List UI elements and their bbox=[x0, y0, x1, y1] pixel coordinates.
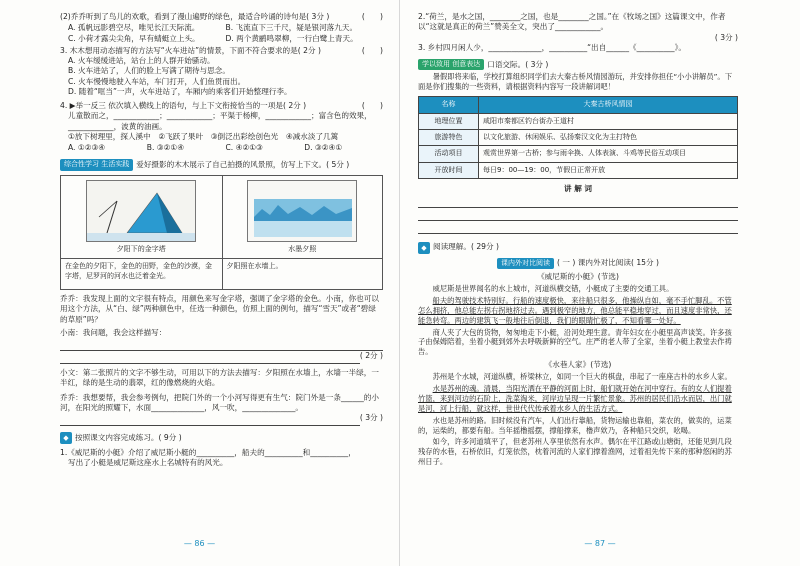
passage-paragraph: 船夫的驾驶技术特别好。行船的速度极快，来往船只很多，他操纵自如，毫不手忙脚乱。不管怎么拥挤，他总能左拐右拐地挤过去。遇到极窄的地方，他总能平稳地穿过，而且速度非常快，还能急转弯。两边的建筑飞一般地往后倒退，我们的眼睛忙极了，不知看哪一处好。 bbox=[418, 296, 732, 325]
passage-paragraph: 水是苏州的魂。清晨，当阳光洒在平静的河面上时，船们就开始在河中穿行。有的女人们提着竹篮，来到河边的石阶上，洗菜淘米，河岸边呈现一片繁忙景象。苏州的居民们沿水而居，出门就是河，河上行船，就这样，世世代代传承着水乡人的生活方式。 bbox=[418, 384, 732, 413]
section-title: 按照课文内容完成练习。( 9分 ) bbox=[75, 433, 182, 442]
page-number: — 87 — bbox=[584, 539, 616, 549]
waterfront-photo bbox=[247, 180, 357, 242]
table-value: 以文化旅游、休闲娱乐、弘扬秦汉文化为主打特色 bbox=[479, 130, 738, 146]
left-q2-options bbox=[68, 23, 383, 44]
section-tag: 学以致用 创意表达 bbox=[418, 59, 484, 70]
section-header bbox=[418, 242, 738, 254]
left-q3-stem: 3. 木木想用动态描写的方法写“火车进站”的情景，下面不符合要求的是( 2分 ) bbox=[60, 45, 321, 55]
photo-text: 在金色的夕阳下，金色的田野，金色的沙漠，金字塔，尼罗河的河水也泛着金光。 bbox=[65, 262, 212, 280]
option[interactable]: C. ④②①③ bbox=[225, 143, 263, 152]
option[interactable]: D. 随着“哐当”一声，火车进站了，车厢内的乘客们开始整理行李。 bbox=[68, 86, 292, 96]
section-header bbox=[60, 432, 383, 444]
photo-column bbox=[222, 176, 383, 258]
section-tag: 课内外对比阅读 bbox=[497, 258, 554, 269]
photo-caption: 夕阳下的金字塔 bbox=[116, 244, 166, 253]
section-number-icon: ◆ bbox=[60, 432, 72, 444]
option[interactable]: A. 火车缓缓进站，站台上的人群开始骚动。 bbox=[68, 56, 215, 65]
photo-text: 夕阳照在水墙上。 bbox=[222, 259, 383, 289]
table-key: 地理位置 bbox=[419, 113, 479, 129]
left-q2-stem: (2)乔乔听到了鸟儿的欢歌，看到了漫山遍野的绿色，最适合吟诵的诗句是( 3分 ) bbox=[60, 12, 330, 21]
table-row bbox=[419, 113, 738, 129]
table-key: 旅游特色 bbox=[419, 130, 479, 146]
reading-subtitle: ( 一 ) 课内外对比阅读( 15分 ) bbox=[557, 258, 659, 268]
oral-instruction: 暑假即将来临，学校打算组织同学们去大秦古桥风情园游玩，并安排你担任“小小讲解员”。下面是你们搜集的一些资料，请根据资料内容写一段讲解词吧！ bbox=[418, 72, 733, 92]
section-tag: 综合性学习 生活实践 bbox=[60, 159, 133, 170]
option[interactable]: C. 小荷才露尖尖角，早有蜻蜓立上头。 bbox=[68, 33, 200, 43]
option[interactable]: B. 火车进站了，人们的脸上写满了期待与思念。 bbox=[68, 66, 230, 76]
passage-paragraph: 苏州是个水城，河道纵横，桥梁林立，如同一个巨大的棋盘，串起了一座座古朴的水乡人家。 bbox=[432, 372, 732, 382]
answer-line[interactable] bbox=[418, 223, 738, 234]
section-instruction: 爱好摄影的木木展示了自己拍摄的风景照，仿写上下文。( 5分 ) bbox=[136, 159, 350, 169]
passage-paragraph: 水也是苏州的路。旧时候没有汽车，人们出行靠船，货物运输也靠船，菜农的，做卖的，运菜的，运柴的，都要有船。当年摇橹摇摆，撑船撑来，橹声欸乃，各种船只交织，吆喝。 bbox=[418, 415, 732, 435]
section-header bbox=[60, 159, 383, 170]
option[interactable]: A. 孤帆远影碧空尽，唯见长江天际流。 bbox=[68, 23, 200, 33]
table-row bbox=[419, 162, 738, 178]
section-title: 阅读理解。( 29分 ) bbox=[433, 242, 499, 252]
passage-title: 《水巷人家》(节选) bbox=[544, 360, 612, 370]
section-number-icon: ◆ bbox=[418, 242, 430, 254]
left-q4-stem: 4. ▶举一反三 依次填入横线上的语句，与上下文衔接恰当的一项是( 2分 ) bbox=[60, 101, 307, 110]
left-q3-options bbox=[60, 56, 383, 97]
right-q2: 2.“荷兰，是水之国，________之国，也是________之国。”在《牧场之国》这篇课文中，作者以“这就是真正的荷兰”赞美全文，突出了____________。 bbox=[418, 12, 726, 32]
table-header-cell: 名称 bbox=[419, 97, 479, 113]
table-key: 活动项目 bbox=[419, 146, 479, 162]
answer-line-row bbox=[60, 351, 383, 364]
answer-line[interactable] bbox=[418, 197, 738, 208]
answer-bracket[interactable]: ( ) bbox=[361, 45, 383, 55]
passage-title: 《威尼斯的小艇》(节选) bbox=[537, 272, 619, 281]
photo-text-row bbox=[60, 259, 383, 290]
passage-paragraph: 商人夹了大包的货物，匆匆地走下小艇，沿河处理生意。青年妇女在小艇里高声谈笑。许多孩子由保姆陪着，坐着小艇到郊外去呼吸新鲜的空气。庄严的老人带了全家，坐着小艇上教堂去作祷告。 bbox=[418, 327, 732, 357]
photo-caption: 水墨夕照 bbox=[288, 244, 317, 253]
section-title: 口语交际。( 3分 ) bbox=[487, 59, 549, 69]
answer-bracket[interactable]: ( ) bbox=[361, 101, 383, 110]
score-label: ( 3分 ) bbox=[359, 413, 383, 423]
nan-answer-row bbox=[60, 328, 383, 338]
left-q4-items: ①放下树理里，探人溪中 ②飞跃了果叶 ③倒泛出彩绘创色光 ④减水淡了几篱 bbox=[68, 131, 339, 141]
table-header-row bbox=[419, 97, 738, 113]
left-q4 bbox=[60, 101, 383, 111]
option[interactable]: A. ①②③④ bbox=[68, 143, 106, 152]
answer-line[interactable] bbox=[60, 340, 383, 351]
passage-paragraph: 如今，许多河道填平了，但老苏州人享里依然有水声。偶尔在平江路或山塘街，还能见到几段残存的水巷，石桥依旧，灯笼依然，枕着河流的人家们撑着渔网，过着祖先传下来的那种悠闲的苏州日子。 bbox=[418, 437, 732, 467]
answer-line[interactable] bbox=[60, 415, 360, 426]
option[interactable]: B. 飞流直下三千尺，疑是银河落九天。 bbox=[225, 23, 358, 33]
option[interactable]: D. 两个黄鹂鸣翠柳，一行白鹭上青天。 bbox=[225, 33, 358, 43]
left-q4-passage: 儿童散而之，____________；____________；平渠于杨柳，____________；富含色的效果，____________，波黄的油画。 bbox=[68, 111, 372, 131]
score-label: ( 3分 ) bbox=[714, 32, 738, 42]
table-row bbox=[419, 146, 738, 162]
xiaowen-text: 小文：第二张照片的文字不够生动，可用以下的方法去描写：夕阳照在水墙上，水墙一半绿，一半红，绿的是生动的翡翠，红的像燃烧的火焰。 bbox=[60, 368, 379, 388]
table-key: 开放时间 bbox=[419, 162, 479, 178]
left-q2 bbox=[60, 12, 383, 22]
info-table bbox=[418, 96, 738, 179]
section-header bbox=[418, 59, 738, 70]
page-number: — 86 — bbox=[183, 539, 216, 549]
photo-box bbox=[60, 175, 383, 259]
left-q3 bbox=[60, 46, 383, 56]
option[interactable]: B. ③②①④ bbox=[146, 143, 185, 152]
table-value: 咸阳市秦都区钓台街办王道村 bbox=[479, 113, 738, 129]
photo-column bbox=[61, 176, 222, 258]
answer-line[interactable] bbox=[60, 353, 360, 364]
answer-bracket[interactable]: ( ) bbox=[361, 12, 383, 21]
answer-line[interactable] bbox=[418, 210, 738, 221]
table-row bbox=[419, 130, 738, 146]
table-value: 每日9：00—19：00，节假日正常开放 bbox=[479, 162, 738, 178]
table-value: 观赏世界第一古桥；参与雨伞换、人体表演、斗鸡等民俗互动项目 bbox=[479, 146, 738, 162]
right-page bbox=[400, 0, 800, 566]
pyramid-photo bbox=[86, 180, 196, 242]
answer-line-row bbox=[60, 413, 383, 426]
option[interactable]: D. ③②④① bbox=[304, 143, 343, 152]
discussion-text: 乔乔：我发现上面的文字很有特点，用颜色来写金字塔，强调了金字塔的金色。小南，你也可以用这个方法，从“白、绿”两种颜色中，任选一种颜色，仿照上面的例句，描写“雪天”或者“碧绿的草原”吗？ bbox=[60, 294, 379, 324]
nan-label: 小南：我问题，我会这样描写： bbox=[60, 327, 167, 337]
passage-paragraph: 威尼斯是世界闻名的水上城市，河道纵横交错，小艇成了主要的交通工具。 bbox=[432, 284, 674, 294]
sec2-q1b: 写出了小艇是威尼斯这座水上名城特有的风光。 bbox=[68, 458, 228, 468]
speech-title: 讲 解 词 bbox=[563, 184, 593, 194]
option[interactable]: C. 火车慢慢地驶入车站，车门打开，人们鱼贯而出。 bbox=[68, 76, 246, 86]
sec2-q1: 1.《威尼斯的小艇》介绍了威尼斯小艇的__________，船夫的__________和__________， bbox=[60, 448, 356, 458]
reading-subheader bbox=[418, 258, 738, 269]
left-q4-options bbox=[68, 143, 383, 153]
table-header-cell: 大秦古桥风情园 bbox=[479, 97, 738, 113]
qiaoqiao-text: 乔乔：我想要帮，我会参考例句，把院门外的一个小河写得更有生气：院门外是一条______的小河，在阳光的照耀下，水面______________，风一吹，______________。 bbox=[60, 392, 379, 412]
score-label: ( 2分 ) bbox=[359, 351, 383, 361]
right-q3: 3. 乡村四月闲人少，______________，__________“出自______《__________》。 bbox=[418, 42, 686, 52]
